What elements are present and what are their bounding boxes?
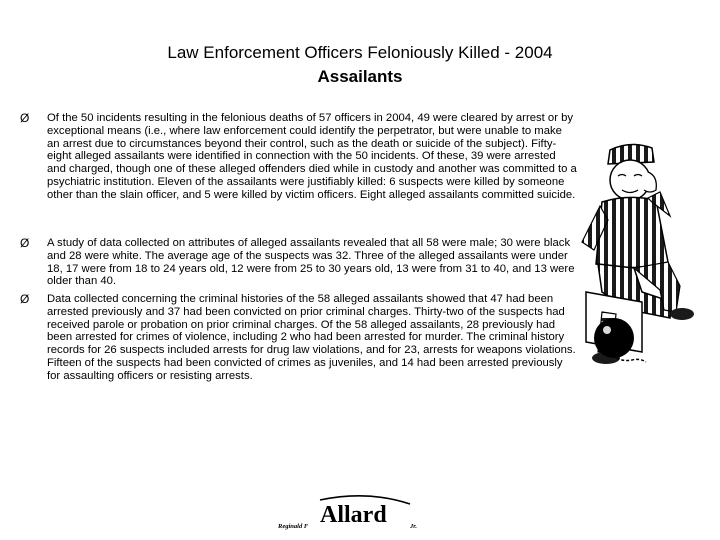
bullet-arrow-icon: Ø bbox=[20, 292, 30, 306]
title-line-1: Law Enforcement Officers Feloniously Killed - 2004 bbox=[167, 43, 553, 62]
ball-and-chain-icon bbox=[594, 318, 634, 358]
bullet-arrow-icon: Ø bbox=[20, 111, 30, 125]
logo-suffix-text: Jr. bbox=[410, 523, 418, 530]
logo-name-text: Allard bbox=[320, 502, 387, 528]
bullet-item-1: Of the 50 incidents resulting in the felonious deaths of 57 officers in 2004, 49 were cleared by arrest or by exceptional means (i.e., where law enforcement could identify the perpetrator, but were unable to make an arrest due to circumstances beyond their control, such as the death or suicide of the subject). Fifty-eight alleged assailants were identified in connection with the 50 incidents. Of these, 39 were arrested and charged, though one of these alleged offenders died while in custody and another was committed to a psychiatric institution. Eleven of the assailants were justifiably killed: 6 suspects were killed by someone other than the slain officer, and 5 were killed by victim officers. Eight alleged assailants committed suicide. bbox=[47, 112, 577, 201]
title-line-2: Assailants bbox=[317, 67, 403, 86]
allard-logo bbox=[278, 494, 428, 534]
prisoner-illustration bbox=[572, 142, 714, 374]
bullet-arrow-icon: Ø bbox=[20, 236, 30, 250]
bullet-item-3: Data collected concerning the criminal histories of the 58 alleged assailants showed that 47 had been arrested previously and 37 had been convicted on prior criminal charges. Thirty-two of the suspects had received parole or probation on prior criminal charges. Of the 58 alleged assailants, 28 previously had been arrested for crimes of violence, including 2 who had been arrested for murder. The criminal history records for 26 suspects included arrests for drug law violations, and for 23, arrests for weapons violations. Fifteen of the suspects had been convicted of crimes as juveniles, and 14 had been arrested previously for assaulting officers or resisting arrests. bbox=[47, 293, 576, 382]
bullet-item-2: A study of data collected on attributes of alleged assailants revealed that all 58 were male; 30 were black and 28 were white. The average age of the suspects was 32. Three of the alleged assailants were under 18, 17 were from 18 to 24 years old, 12 were from 25 to 30 years old, 13 were from 31 to 40, and 13 were older than 40. bbox=[47, 237, 575, 288]
logo-prefix-text: Reginald F bbox=[278, 523, 309, 530]
